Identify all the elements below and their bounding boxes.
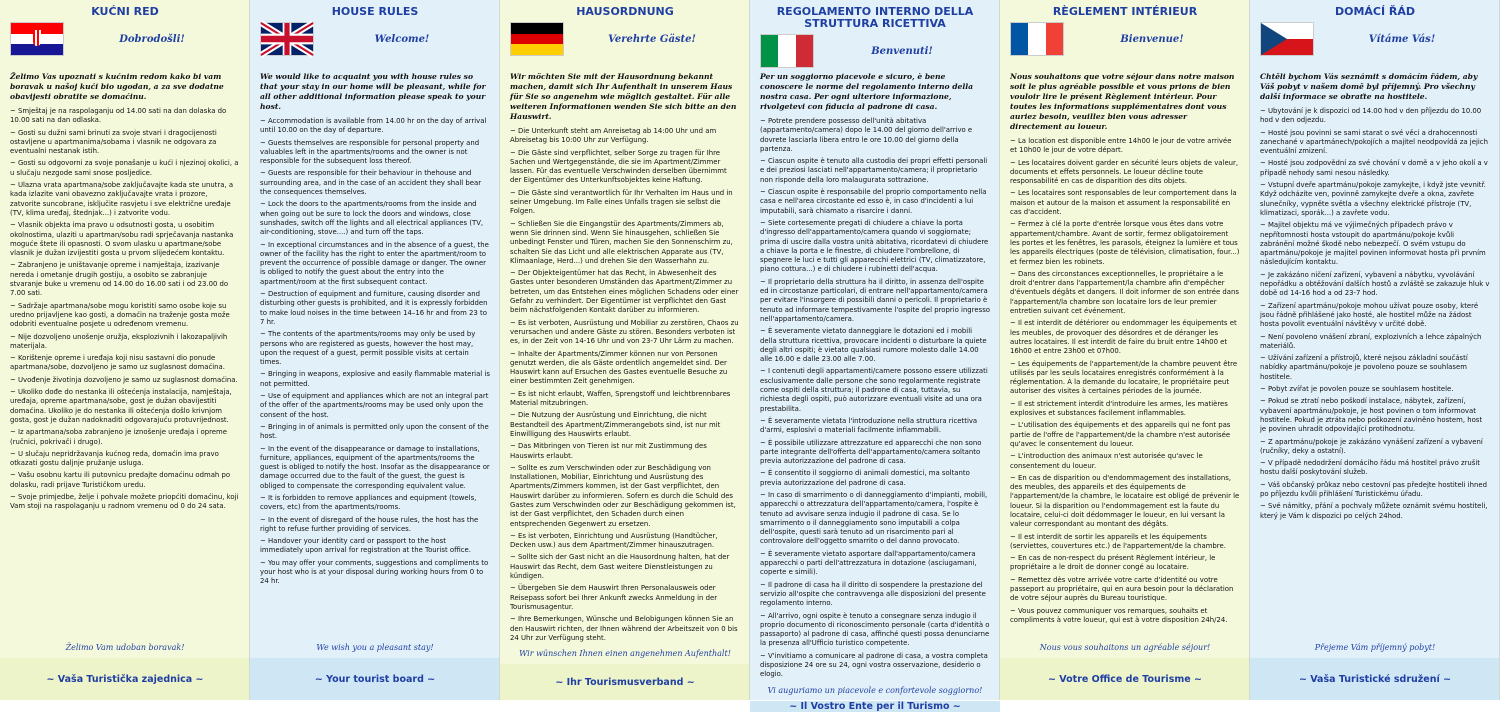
- rule-item: ~ Bringing in of animals is permitted only upon the consent of the host.: [260, 422, 489, 441]
- rule-item: ~ Pobyt zvířat je povolen pouze se souhlasem hostitele.: [1260, 385, 1454, 394]
- rule-item: ~ Siete cortesemente pregati di chiudere a chiave la porta d'ingresso dell'appartamento/camera quando vi soggiornate; prima di uscire dalla vostra unità abitativa, ricordatevi di chiudere a chiave la porta e le finestre, di chiudere l'ombrellone, di spegnere le luci e tutti gli apparecchi elettrici (TV, climatizzatore, piano cottura...) e di chiudere i rubinetti dell'acqua.: [760, 218, 989, 274]
- column-header: [1260, 6, 1490, 68]
- closing-wish: Wir wünschen Ihnen einen angenehmen Aufenthalt!: [519, 649, 731, 659]
- rule-item: ~ All'arrivo, ogni ospite è tenuto a consegnare senza indugio il proprio documento di riconoscimento personale (carta d'identità o passaporto) al padrone di casa, affinché questi possa denunciarne la presenza all'Ufficio turistico competente.: [760, 611, 990, 648]
- column-header: [1010, 6, 1240, 68]
- rules-column-it: [750, 0, 1000, 712]
- rule-item: ~ È severamente vietato asportare dall'appartamento/camera apparecchi o parti dell'attrezzatura in dotazione (asciugamani, coperte e simili).: [760, 549, 977, 577]
- rule-item: ~ Les locataires doivent garder en sécurité leurs objets de valeur, documents et effets personnels. Le loueur décline toute responsabilité en cas de disparition des dits objets.: [1010, 158, 1239, 186]
- rule-item: ~ In the event of disregard of the house rules, the host has the right to refuse further providing of services.: [260, 515, 479, 533]
- rule-item: ~ Fermez à clé la porte d'entrée lorsque vous êtes dans votre appartement/chambre. Avant de sortir, fermez obligatoirement les portes et les fenêtres, les parasols, éteignez la lumière et tous les appareils électriques (poste de télévision, climatisation, four...) et fermez bien les robinets.: [1010, 220, 1240, 266]
- rule-item: ~ Remettez dès votre arrivée votre carte d'identité ou votre passeport au propriétaire, qui en aura besoin pour la déclaration de votre séjour auprès du Bureau touristique.: [1010, 575, 1234, 603]
- intro-paragraph: Wir möchten Sie mit der Hausordnung bekannt machen, damit sich Ihr Aufenthalt in unserem Haus für Sie so angenehm wie möglich gestaltet. Für alle weiteren Informationen wenden Sie sich bitte an den Hauswirt.: [510, 72, 737, 121]
- rules-list: [1260, 107, 1490, 640]
- rules-column-hr: [0, 0, 250, 700]
- rule-item: ~ Bringing in weapons, explosive and easily flammable material is not permitted.: [260, 370, 490, 388]
- rule-item: ~ Die Gäste sind verantwortlich für Ihr Verhalten im Haus und in seiner Umgebung. Im Falle eines Unfalls tragen sie selbst die Folgen.: [510, 188, 733, 216]
- rule-item: ~ Ciascun ospite è tenuto alla custodia dei propri effetti personali e dei preziosi lasciati nell'appartamento/camera; il proprietario non risponde della loro malaugurata sottrazione.: [760, 157, 988, 184]
- germany-flag-icon: [510, 22, 564, 56]
- rule-item: ~ Es ist nicht erlaubt, Waffen, Sprengstoff und leichtbrennbares Material mitzubringen.: [510, 389, 731, 408]
- greeting-row: [760, 34, 990, 68]
- footer-signature: ~ Your tourist board ~: [250, 658, 500, 700]
- rule-item: ~ Není povoleno vnášení zbraní, explozivních a lehce zápalných materiálů.: [1260, 332, 1482, 350]
- rule-item: ~ Svoje primjedbe, želje i pohvale možete priopćiti domaćinu, koji Vam stoji na raspolaganju u radnom vremenu od 0 do 24 sata.: [10, 492, 239, 511]
- greeting-row: [510, 22, 740, 56]
- footer-signature: ~ Vaša Turistička zajednica ~: [0, 658, 250, 700]
- rule-item: ~ Ubytování je k dispozici od 14.00 hod v den příjezdu do 10.00 hod v den odjezdu.: [1260, 107, 1482, 125]
- rule-item: ~ Sollte es zum Verschwinden oder zur Beschädigung von Installationen, Mobiliar, Einrichtung und Ausrüstung des Apartments/Zimmers kommen, ist der Gast verpflichtet, den Hauswirt darüber zu informieren. Sofern es durch die Schuld des Gastes zum Verschwinden oder zur Beschädigung gekommen ist, ist der Gast verpflichtet, den Schaden durch einen entsprechenden Gegenwert zu ersetzen.: [510, 463, 736, 528]
- rule-item: ~ Iz apartmana/soba zabranjeno je iznošenje uređaja i opreme (ručnici, pokrivači i drugo).: [10, 428, 227, 446]
- rule-item: ~ È severamente vietato danneggiare le dotazioni ed i mobili della struttura ricettiva, provocare incidenti o disturbare la quiete degli altri ospiti; è vietato qualsiasi rumore molesto dalle 14.00 alle 16.00 e dalle 23.00 alle 7.00.: [760, 327, 987, 364]
- footer-signature: ~ Vaša Turistické sdružení ~: [1250, 658, 1500, 700]
- rule-item: ~ Smještaj je na raspolaganju od 14.00 sati na dan dolaska do 10.00 sati na dan odlaska.: [10, 107, 227, 125]
- italy-flag-icon: [760, 34, 814, 68]
- rule-item: ~ È consentito il soggiorno di animali domestici, ma soltanto previa autorizzazione del padrone di casa.: [760, 469, 970, 487]
- rules-column-de: [500, 0, 750, 700]
- rule-item: ~ Vlasnik objekta ima pravo u odsutnosti gosta, u osobitim okolnostima, ulaziti u apartman/sobu radi sprječavanja nastanka moguće štete ili opasnosti. O svom ulasku u apartmane/sobe vlasnik je dužan izvijestiti gosta u prvom slijedećem kontaktu.: [10, 221, 234, 258]
- rule-item: ~ Potrete prendere possesso dell'unità abitativa (appartamento/camera) dopo le 14.00 del giorno dell'arrivo e dovrete lasciarla libera entro le ore 10.00 del giorno della partenza.: [760, 117, 973, 153]
- greeting-text: Welcome!: [374, 33, 430, 45]
- rule-item: ~ En cas de non-respect du présent Règlement intérieur, le propriétaire a le droit de donner congé au locataire.: [1010, 554, 1216, 572]
- rules-list: [510, 127, 740, 646]
- czech-flag-icon: [1260, 22, 1314, 56]
- rule-item: ~ Korištenje opreme i uređaja koji nisu sastavni dio ponude apartmana/sobe, dozvoljeno je samo uz suglasnost domaćina.: [10, 354, 225, 372]
- rule-item: ~ Il est interdit de sortir les appareils et les équipements (serviettes, couvertures etc.) de l'appartement/de la chambre.: [1010, 532, 1226, 550]
- rule-item: ~ Gosti su odgovorni za svoje ponašanje u kući i njezinoj okolici, a u slučaju nezgode sami snose posljedice.: [10, 159, 239, 177]
- rule-item: ~ Zabranjeno je uništavanje opreme i namještaja, izazivanje nereda i ometanje drugih gostiju, a osobito se zabranjuje stvaranje buke u vremenu od 14.00 do 16.00 sati i od 23.00 do 7.00 sati.: [10, 261, 229, 298]
- rules-list: [1010, 137, 1240, 640]
- rule-item: ~ V'invitiamo a comunicare al padrone di casa, a vostra completa disposizione 24 ore su 24, ogni vostra osservazione, desiderio o elogio.: [760, 651, 988, 679]
- rule-item: ~ Vstupní dveře apartmánu/pokoje zamykejte, i když jste vevnitř. Když odcházíte ven, povinně zamykejte dveře a okna, zavřete slunečníky, vypněte světla a všechny elektrické přístroje (TV, klimatizaci, sporák...) a zavřete vodu.: [1260, 181, 1486, 217]
- rule-item: ~ L'introduction des animaux n'est autorisée qu'avec le consentement du loueur.: [1010, 452, 1203, 470]
- column-header: [510, 6, 740, 68]
- rules-list: [760, 117, 990, 683]
- rule-item: ~ Gosti su dužni sami brinuti za svoje stvari i dragocijenosti ostavljene u apartmanima/sobama i vlasnik ne odgovara za eventualni nestanak istih.: [10, 128, 217, 156]
- rule-item: ~ Dans des circonstances exceptionnelles, le propriétaire a le droit d'entrer dans l'appartement/la chambre afin d'empêcher d'éventuels dégâts et dangers. Il doit informer de son entrée dans l'appartement/la chambre son locataire lors de leur premier entretien suivant cet événement.: [1010, 269, 1239, 316]
- rule-item: ~ Il est interdit de détériorer ou endommager les équipements et les meubles, de provoquer des désordres et de déranger les autres locataires. Il est interdit de faire du bruit entre 14h00 et 16h00 et entre 23h00 et 07h00.: [1010, 319, 1237, 356]
- closing-wish: Nous vous souhaitons un agréable séjour!: [1039, 643, 1211, 652]
- rule-item: ~ Guests themselves are responsible for personal property and valuables left in the apartments/rooms and the owner is not responsible for the subsequent loss thereof.: [260, 138, 480, 166]
- rule-item: ~ Les équipements de l'appartement/de la chambre peuvent être utilisés par les seuls locataires enregistrés conformément à la réglementation. À la demande du locataire, le propriétaire peut autoriser des visites à certaines périodes de la journée.: [1010, 359, 1238, 396]
- greeting-row: [1010, 22, 1240, 56]
- rules-column-en: [250, 0, 500, 700]
- rules-list: [10, 107, 240, 640]
- intro-paragraph: Želimo Vas upoznati s kućnim redom kako bi vam boravak u našoj kući bio ugodan, a za sve dodatne obavijesti obratite se domaćinu.: [10, 72, 224, 101]
- rule-item: ~ La location est disponible entre 14h00 le jour de votre arrivée et 10h00 le jour de votre départ.: [1010, 137, 1232, 155]
- closing-wish: Vi auguriamo un piacevole e confortevole soggiorno!: [767, 685, 983, 695]
- rule-item: ~ Es ist verboten, Ausrüstung und Mobiliar zu zerstören, Chaos zu verursachen und andere Gäste zu stören. Besonders verboten ist es, in der Zeit von 14-16 Uhr und von 23-7 Uhr Lärm zu machen.: [510, 318, 739, 346]
- column-header: [10, 6, 240, 68]
- rule-item: ~ Ciascun ospite è responsabile del proprio comportamento nella casa e nell'area circostante ed esso è, in caso d'incidenti a lui imputabili, sarà chiamato a risarcire i danni.: [760, 188, 987, 215]
- rule-item: ~ V případě nedodržení domácího řádu má hostitel právo zrušit hostu další poskytování služeb.: [1260, 459, 1481, 477]
- column-title: REGOLAMENTO INTERNO DELLA STRUTTURA RICETTIVA: [776, 5, 974, 30]
- rule-item: ~ Hosté jsou povinni se sami starat o své věci a drahocennosti zanechané v apartmánech/pokojích a majitel neodpovídá za jejich eventuální zmizení.: [1260, 128, 1488, 156]
- column-header: [260, 6, 490, 68]
- rules-column-cz: [1250, 0, 1500, 700]
- france-flag-icon: [1010, 22, 1064, 56]
- croatia-flag-icon: [10, 22, 64, 56]
- rule-item: ~ Schließen Sie die Eingangstür des Apartments/Zimmers ab, wenn Sie drinnen sind. Wenn Sie hinausgehen, schließen Sie unbedingt Fenster und Türen, machen Sie den Sonnenschirm zu, schalten Sie das Licht und alle elektrischen Apparate aus (TV, Klimaanlage, Herd...) und drehen Sie den Wasserhahn zu.: [510, 219, 733, 265]
- intro-paragraph: We would like to acquaint you with house rules so that your stay in our home will be pleasant, while for all other additional information please speak to your host.: [260, 72, 486, 111]
- closing-wish: Přejeme Vám příjemný pobyt!: [1314, 643, 1436, 652]
- rule-item: ~ È possibile utilizzare attrezzature ed apparecchi che non sono parte integrante dell'offerta dell'appartamento/camera soltanto previa autorizzazione del padrone di casa.: [760, 438, 982, 466]
- rule-item: ~ Use of equipment and appliances which are not an integral part of the offer of the apartments/rooms may be used only upon the consent of the host.: [260, 392, 489, 419]
- rule-item: ~ Své námitky, přání a pochvaly můžete oznámit svému hostiteli, který je Vám k dispozici po celých 24hod.: [1260, 502, 1488, 520]
- rule-item: ~ Z apartmánu/pokoje je zakázáno vynášení zařízení a vybavení (ručníky, deky a ostatní).: [1260, 437, 1483, 455]
- footer-signature: ~ Votre Office de Tourisme ~: [1000, 658, 1250, 700]
- rule-item: ~ The contents of the apartments/rooms may only be used by persons who are registered as guests, however the host may, upon the request of a guest, permit possible visits at certain times.: [260, 330, 476, 367]
- greeting-row: [1260, 22, 1490, 56]
- rule-item: ~ Es ist verboten, Einrichtung und Ausrüstung (Handtücher, Decken usw.) aus dem Apartment/Zimmer hinauszutragen.: [510, 531, 718, 550]
- rule-item: ~ Ulazna vrata apartmana/sobe zaključavajte kada ste unutra, a kada izlazite vani obavezno zaključavajte vrata i prozore, zatvorite suncobrane, isključite rasvjetu i sve električne uređaje (TV, klima uređaj, štednjak...) i zatvorite vodu.: [10, 181, 234, 217]
- rule-item: ~ Übergeben Sie dem Hauswirt Ihren Personalausweis oder Reisepass sofort bei Ihrer Ankunft zwecks Anmeldung in der Tourismusagentur.: [510, 584, 718, 611]
- rule-item: ~ Inhalte der Apartments/Zimmer können nur von Personen genutzt werden, die als Gäste ordentlich angemeldet sind. Der Hauswirt kann auf Ersuchen des Gastes eventuelle Besuche zu einer bestimmten Zeit genehmigen.: [510, 349, 728, 386]
- rule-item: ~ Les locataires sont responsables de leur comportement dans la maison et autour de la maison et assument la responsabilité en cas d'accident.: [1010, 189, 1237, 217]
- rule-item: ~ Il est strictement interdit d'introduire les armes, les matières explosives et substances facilement inflammables.: [1010, 399, 1228, 418]
- closing-wish: We wish you a pleasant stay!: [316, 643, 434, 652]
- rule-item: ~ Vašu osobnu kartu ili putovnicu predajte domaćinu odmah po dolasku, radi prijave Turističkom uredu.: [10, 471, 231, 489]
- rule-item: ~ Handover your identity card or passport to the host immediately upon arrival for registration at the Tourist office.: [260, 537, 471, 555]
- closing-wish: Želimo Vam udoban boravak!: [65, 643, 185, 652]
- rule-item: ~ Pokud se ztratí nebo poškodí instalace, nábytek, zařízení, vybavení apartmánu/pokoje, je host povinen o tom informovat hostitele. Pokud je ztráta nebo poškození zaviněno hostem, host je povinen uhradit odpovídající protihodnotu.: [1260, 397, 1483, 434]
- greeting-row: [260, 22, 490, 56]
- column-title: RÈGLEMENT INTÉRIEUR: [1052, 5, 1198, 18]
- rule-item: ~ Hosté jsou zodpovědní za své chování v domě a v jeho okolí a v případě nehody sami nesou následky.: [1260, 159, 1488, 177]
- rules-column-fr: [1000, 0, 1250, 700]
- column-title: DOMÁCÍ ŘÁD: [1334, 5, 1416, 18]
- rule-item: ~ Ukoliko dođe do nestanka ili oštećenja instalacija, namještaja, uređaja, opreme apartmana/sobe, gost je dužan obavijestiti domaćina. Ukoliko je do nestanka ili oštećenja došlo krivnjom gosta, gost je dužan nadoknaditi odgovarajuću protuvrijednost.: [10, 388, 232, 424]
- greeting-text: Verehrte Gäste!: [608, 33, 696, 45]
- rule-item: ~ In exceptional circumstances and in the absence of a guest, the owner of the facility has the right to enter the apartment/room to prevent the occurrence of possible damage or danger. The owner is obliged to notify the guest about the entry into the apartment/room at the first subsequent contact.: [260, 240, 489, 286]
- rule-item: ~ Sadržaje apartmana/sobe mogu koristiti samo osobe koje su uredno prijavljene kao gosti, a domaćin na traženje gosta može odobriti eventualne posjete u određenom vremenu.: [10, 301, 230, 329]
- rule-item: ~ Váš občanský průkaz nebo cestovní pas předejte hostiteli ihned po příjezdu kvůli přihlášení Turistickému úřadu.: [1260, 480, 1488, 498]
- uk-flag-icon: [260, 22, 314, 56]
- rule-item: ~ L'utilisation des équipements et des appareils qui ne font pas partie de l'offre de l'appartement/de la chambre n'est autorisée qu'avec le consentement du loueur.: [1010, 421, 1231, 448]
- rule-item: ~ Uvođenje životinja dozvoljeno je samo uz suglasnost domaćina.: [10, 375, 238, 384]
- rule-item: ~ Accommodation is available from 14.00 hr on the day of arrival until 10.00 on the day of departure.: [260, 117, 487, 135]
- greeting-text: Bienvenue!: [1120, 33, 1184, 45]
- rule-item: ~ Majitel objektu má ve výjimečných případech právo v nepřítomnosti hosta vstoupit do apartmánu/pokoje kvůli zabránění možné škodě nebo nebezpečí. O svém vstupu do apartmánu/pokoje je majitel povinen informovat hosta při prvním následujícím kontaktu.: [1260, 221, 1486, 267]
- rule-item: ~ Die Nutzung der Ausrüstung und Einrichtung, die nicht Bestandteil des Apartment/Zimmerangebots sind, ist nur mit Einwilligung des Hauswirts erlaubt.: [510, 411, 721, 438]
- rule-item: ~ Je zakázáno ničení zařízení, vybavení a nábytku, vyvolávání nepořádku a obtěžování dalších hostů a zvláště se zakazuje hluk v době od 14-16 hod a od 23-7 hod.: [1260, 270, 1490, 298]
- rule-item: ~ Zařízení apartmánu/pokoje mohou užívat pouze osoby, které jsou řádně přihlášené jako hosté, ale hostitel může na žádost hosta povolit eventuální návštěvy v určité době.: [1260, 301, 1479, 329]
- rule-item: ~ È severamente vietata l'introduzione nella struttura ricettiva d'armi, esplosivi o materiali facilmente infiammabili.: [760, 416, 978, 435]
- rule-item: ~ Il padrone di casa ha il diritto di sospendere la prestazione del servizio all'ospite che contravvenga alle disposizioni del presente regolamento interno.: [760, 580, 986, 608]
- footer-signature: ~ Il Vostro Ente per il Turismo ~: [750, 701, 1000, 712]
- column-title: KUĆNI RED: [91, 5, 159, 18]
- rule-item: ~ Nije dozvoljeno unošenje oružja, eksplozivnih i lakozapaljivih materijala.: [10, 332, 228, 350]
- rule-item: ~ U slučaju nepridržavanja kućnog reda, domaćin ima pravo otkazati gostu daljnje pružanje usluga.: [10, 449, 219, 468]
- rule-item: ~ En cas de disparition ou d'endommagement des installations, des meubles, des appareils et des équipements de l'appartement/de la chambre, le locataire est obligé de prévenir le loueur. Si la disparition ou l'endommagement est la faute du locataire, celui-ci doit dédommager le loueur, en lui versant la valeur correspondant au montant des dégâts.: [1010, 473, 1240, 529]
- rule-item: ~ Der Objekteigentümer hat das Recht, in Abwesenheit des Gastes unter besonderen Umständen das Apartment/Zimmer zu betreten, um das Entstehen eines möglichen Schadens oder einer Gefahr zu verhindert. Der Eigentümer ist verpflichtet den Gast beim nächstfolgenden Kontakt darüber zu informieren.: [510, 269, 739, 315]
- rule-item: ~ Vous pouvez communiquer vos remarques, souhaits et compliments à votre loueur, qui est à votre disposition 24h/24.: [1010, 606, 1228, 624]
- rule-item: ~ Destruction of equipment and furniture, causing disorder and disturbing other guests is prohibited, and it is expressly forbidden to make loud noises in the time between 14–16 hr and from 23 to 7 hr.: [260, 290, 488, 326]
- greeting-row: [10, 22, 240, 56]
- column-header: [760, 6, 990, 68]
- intro-paragraph: Chtěli bychom Vás seznámit s domácím řádem, aby Váš pobyt v našem domě byl příjemný. Pro všechny další informace se obraťte na hostitele.: [1260, 72, 1478, 101]
- rule-item: ~ I contenuti degli appartamenti/camere possono essere utilizzati esclusivamente dalle persone che sono regolarmente registrate come ospiti della struttura; il padrone di casa, tuttavia, su richiesta degli ospiti, può autorizzare eventuali visite ad una ora prestabilita.: [760, 367, 988, 413]
- footer-signature: ~ Ihr Tourismusverband ~: [500, 664, 750, 700]
- intro-paragraph: Per un soggiorno piacevole e sicuro, è bene conoscere le norme del regolamento interno della nostra casa. Per ogni ulteriore informazione, rivolgetevi con fiducia al padrone di casa.: [760, 72, 974, 111]
- column-title: HOUSE RULES: [331, 5, 419, 18]
- rule-item: ~ Guests are responsible for their behaviour in thehouse and surrounding area, and in the case of an accident they shall bear the consequences themselves.: [260, 169, 482, 197]
- greeting-text: Benvenuti!: [871, 45, 933, 57]
- rule-item: ~ Lock the doors to the apartments/rooms from the inside and when going out be sure to lock the doors and windows, close sunshades, switch off the lights and all electrical appliances (TV, air-conditioning, stove....) and turn off the taps.: [260, 200, 484, 237]
- intro-paragraph: Nous souhaitons que votre séjour dans notre maison soit le plus agréable possible et vous prions de bien vouloir lire le présent Règlement intérieur. Pour toutes les informations supplémentaires dont vous auriez besoin, veuillez bien vous adresser directement au loueur.: [1010, 72, 1235, 131]
- greeting-text: Vítáme Vás!: [1368, 33, 1436, 45]
- rule-item: ~ Das Mitbringen von Tieren ist nur mit Zustimmung des Hauswirts erlaubt.: [510, 442, 707, 460]
- rule-item: ~ In caso di smarrimento o di danneggiamento d'impianti, mobili, apparecchi o attrezzatura dell'appartamento/camera, l'ospite è tenuto ad avvisare senza indugio il padrone di casa. Se lo smarrimento o il danneggiamento sono imputabili a colpa dell'ospite, questi sarà tenuto ad un risarcimento pari al controvalore dell'oggetto smarrito o del danno provocato.: [760, 490, 988, 546]
- rule-item: ~ In the event of the disappearance or damage to installations, furniture, appliances, equipment of the apartments/rooms the guest is obliged to notify the host. Insofar as the disappearance or damage occurred due to the fault of the guest, the guest is obliged to compensate the corresponding equivalent value.: [260, 444, 490, 490]
- rule-item: ~ Ihre Bemerkungen, Wünsche und Belobigungen können Sie an den Hauswirt richten, der Ihnen während der Arbeitszeit von 0 bis 24 Uhr zur Verfügung steht.: [510, 615, 738, 642]
- rule-item: ~ Sollte sich der Gast nicht an die Hausordnung halten, hat der Hauswirt das Recht, dem Gast weitere Dienstleistungen zu kündigen.: [510, 553, 730, 581]
- greeting-text: Dobrodošli!: [119, 33, 185, 45]
- rule-item: ~ Die Gäste sind verpflichtet, selber Sorge zu tragen für Ihre Sachen und Wertgegenstände, die sie im Apartment/Zimmer lassen. Für das eventuelle Verschwinden derselben übernimmt der Eigentümer des Unterkunftsobjektes keine Haftung.: [510, 148, 727, 185]
- rule-item: ~ Užívání zařízení a přístrojů, které nejsou základní součástí nabídky apartmánu/pokoje je povoleno pouze se souhlasem hostitele.: [1260, 354, 1468, 381]
- rule-item: ~ It is forbidden to remove appliances and equipment (towels, covers, etc) from the apartments/rooms.: [260, 493, 477, 512]
- rule-item: ~ You may offer your comments, suggestions and compliments to your host who is at your disposal during working hours from 0 to 24 hr.: [260, 558, 489, 586]
- rule-item: ~ Il proprietario della struttura ha il diritto, in assenza dell'ospite ed in circostanze particolari, di entrare nell'appartamento/camera per evitare l'insorgere di possibili danni o pericoli. Il proprietario è tenuto ad informare tempestivamente l'ospite del proprio ingresso nell'appartamento/camera.: [760, 277, 990, 323]
- rules-list: [260, 117, 490, 640]
- rule-item: ~ Die Unterkunft steht am Anreisetag ab 14:00 Uhr und am Abreisetag bis 10:00 Uhr zur Verfügung.: [510, 127, 717, 145]
- column-title: HAUSORDNUNG: [576, 5, 674, 18]
